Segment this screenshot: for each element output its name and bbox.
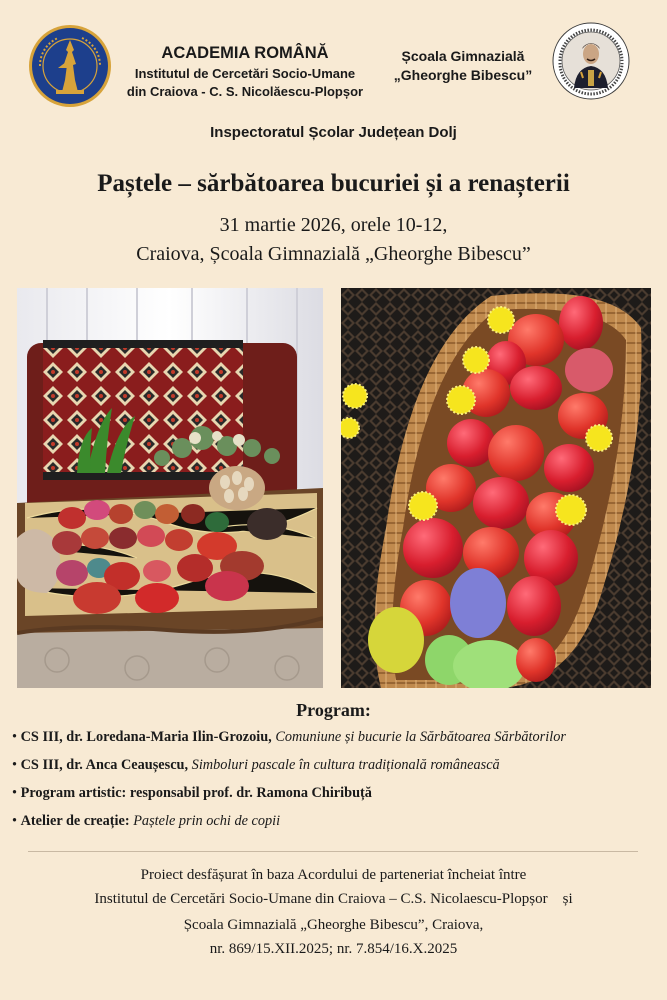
program-item-lead: CS III, dr. Loredana-Maria Ilin-Grozoiu,	[20, 729, 272, 745]
program-item-lead: Program artistic: responsabil prof. dr. Ramona Chiribuță	[20, 785, 372, 801]
program-item-lead: CS III, dr. Anca Ceaușescu,	[20, 757, 189, 773]
program-item-detail: Simboluri pascale în cultura tradițională românească	[191, 757, 500, 773]
school-portrait-medallion-icon	[552, 22, 630, 100]
program-item-detail: Comuniune și bucurie la Sărbătoarea Sărbătorilor	[275, 729, 566, 745]
bullet: •	[12, 729, 18, 745]
school-name-line1: Școala Gimnazială	[401, 48, 525, 64]
footer-line: Institutul de Cercetări Socio-Umane din Craiova – C.S. Nicolaescu-Plopșor și	[94, 891, 573, 907]
bullet: •	[12, 813, 18, 829]
institute-name-line1: Institutul de Cercetări Socio-Umane	[134, 66, 356, 81]
school-name-line2: „Gheorghe Bibescu”	[393, 67, 533, 83]
academia-romana-seal-icon	[28, 24, 112, 108]
institute-name-line2: din Craiova - C. S. Nicolăescu-Plopșor	[126, 84, 364, 99]
program-item	[12, 813, 280, 830]
footer-line: nr. 869/15.XII.2025; nr. 7.854/16.X.2025	[209, 941, 458, 957]
event-date-time: 31 martie 2026, orele 10-12,	[219, 214, 448, 236]
program-heading: Program:	[296, 700, 371, 720]
program-item	[12, 729, 566, 746]
easter-basket-photo	[17, 288, 323, 688]
inspectorate-name: Inspectoratul Școlar Județean Dolj	[210, 124, 457, 141]
event-title: Paștele – sărbătoarea bucuriei și a renașterii	[97, 170, 570, 197]
program-item	[12, 757, 500, 774]
program-item-detail: Paștele prin ochi de copii	[133, 813, 281, 829]
academia-romana-title: ACADEMIA ROMÂNĂ	[161, 44, 329, 62]
bullet: •	[12, 785, 18, 801]
program-item	[12, 785, 372, 802]
bullet: •	[12, 757, 18, 773]
footer-line: Proiect desfășurat în baza Acordului de parteneriat încheiat între	[140, 867, 527, 883]
event-location: Craiova, Școala Gimnazială „Gheorghe Bibescu”	[136, 243, 531, 265]
footer-divider	[28, 851, 638, 852]
red-eggs-basket-photo	[341, 288, 651, 688]
program-item-lead: Atelier de creație:	[20, 813, 130, 829]
footer-line: Școala Gimnazială „Gheorghe Bibescu”, Craiova,	[183, 917, 484, 933]
